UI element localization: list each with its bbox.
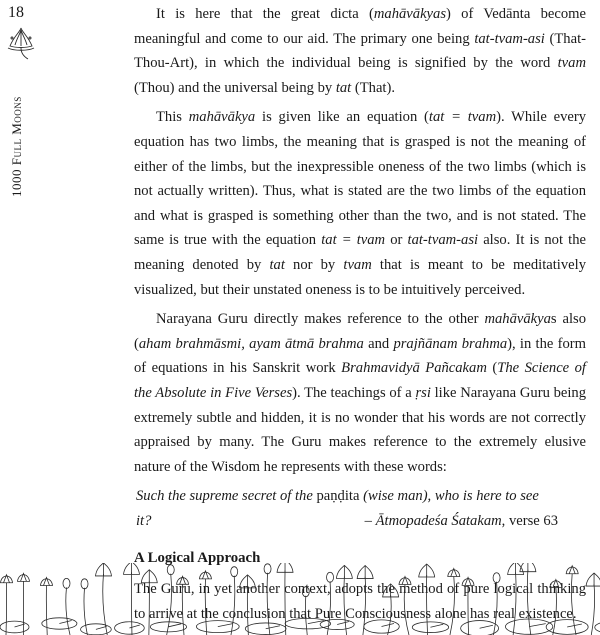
text-run: (That-Thou-Art), in which the individual being is signified by the word (134, 30, 586, 72)
text-run: This (156, 109, 189, 126)
text-run: that is meant to be meditatively visualized, but their unstated oneness is to be intuitively perceived. (134, 256, 586, 298)
italic-term: tat-tvam-asi (474, 30, 545, 47)
italic-term: tat = tvam (428, 109, 497, 126)
paragraph (134, 105, 586, 302)
text-run: s also ( (134, 311, 586, 352)
section-heading: A Logical Approach (134, 550, 261, 567)
italic-term: mahāvākyas (373, 6, 447, 22)
text-run: is given like an equation ( (255, 109, 429, 126)
text-run: also. It is not the meaning denoted by (134, 232, 586, 273)
text-run: It is here that the great dicta ( (156, 6, 374, 22)
italic-term: ṛsi (415, 384, 431, 401)
italic-term: tat-tvam-asi (407, 232, 479, 249)
text-run: ). While every equation has two limbs, the meaning that is grasped is not the meaning of either of the limbs, but the inexpressible oneness of the two limbs (which is not actually written). Thus, what is stated are the two limbs of the equation and what is grasped is something other than the two, and is not stated. The same is true with the equation (134, 109, 587, 249)
running-head: 1000 Full Moons (9, 96, 24, 197)
text-run: nor by (284, 256, 344, 273)
paragraph (134, 307, 586, 479)
text-run: Narayana Guru directly makes reference to the other (156, 311, 485, 328)
text-run: (That). (351, 79, 395, 96)
verse-source: – Ātmopadeśa Śatakam, verse 63 (364, 512, 558, 529)
italic-term: tat (269, 256, 285, 273)
lotus-pond-border-icon (0, 563, 600, 635)
body-text (134, 2, 586, 631)
italic-term: mahāvākya (188, 109, 256, 126)
italic-term: mahāvākya (484, 311, 551, 328)
italic-term: aham brahmāsmi, ayam ātmā brahma (138, 335, 364, 352)
text-run: ) of Vedānta become meaningful and come to our aid. The primary one being (134, 6, 587, 47)
italic-term: prajñānam brahma (393, 335, 508, 352)
text-run: (Thou) and the universal being by (134, 79, 336, 96)
text-run: ), in the form of equations in his Sanskrit work (134, 335, 586, 377)
italic-term: Brahmavidyā Pañcakam (341, 360, 487, 377)
text-run: and (363, 335, 394, 352)
text-run: ( (486, 360, 498, 377)
text-run: ). The teachings of a (292, 384, 416, 401)
paragraph (134, 2, 586, 100)
italic-term: tat = tvam (321, 232, 386, 249)
italic-term: The Science of the Absolute in Five Verses (134, 360, 586, 401)
verse-quote: Such the supreme secret of the paṇḍita (wise man), who is here to see it? – Ātmopadeśa Śatakam, verse 63 (134, 484, 586, 533)
lotus-flower-icon (4, 26, 38, 60)
italic-term: tvam (343, 256, 372, 273)
paragraph: The Guru, in yet another context, adopts the method of pure logical thinking to arrive at the conclusion that Pure Consciousness alone has real existence. (134, 581, 586, 622)
italic-term: tvam (557, 55, 586, 72)
italic-term: tat (335, 79, 352, 96)
text-run: or (385, 232, 408, 249)
text-run: like Narayana Guru being extremely subtle and hidden, it is no wonder that his words are not correctly appraised by many. The Guru makes reference to the extremely elusive nature of the Wisdom he represents with these words: (134, 384, 587, 475)
page-number: 18 (8, 4, 24, 21)
